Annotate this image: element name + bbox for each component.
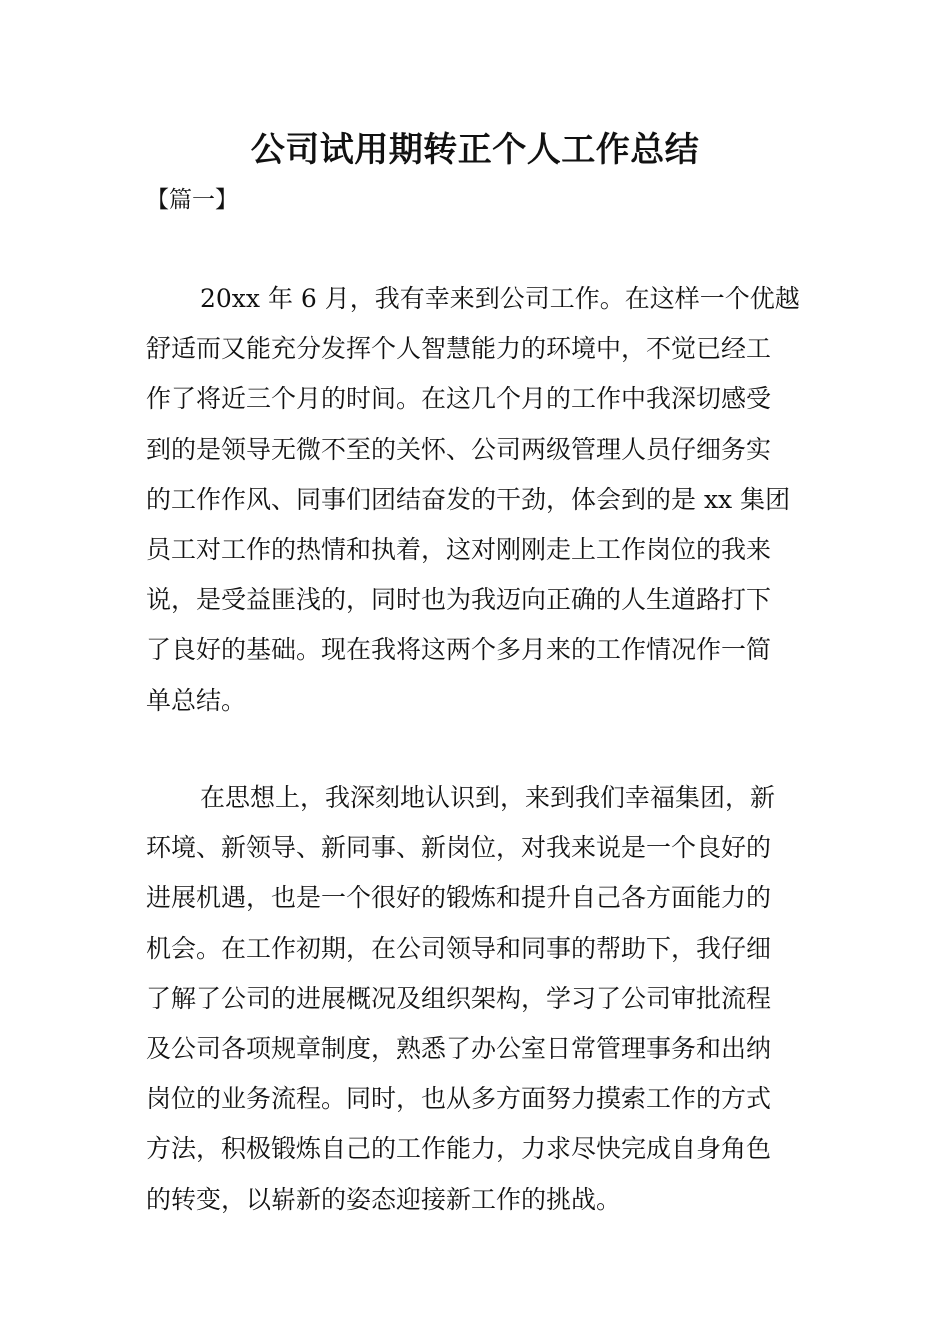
paragraph-2 (146, 773, 806, 1225)
paragraph-line: 舒适而又能充分发挥个人智慧能力的环境中，不觉已经工 (146, 334, 772, 364)
paragraph-1 (146, 274, 806, 726)
paragraph-line: 在思想上，我深刻地认识到，来到我们幸福集团，新 (200, 783, 776, 812)
paragraph-line: 单总结。 (146, 685, 247, 715)
paragraph-line: 环境、新领导、新同事、新岗位，对我来说是一个良好的 (146, 833, 772, 863)
paragraph-line: 及公司各项规章制度，熟悉了办公室日常管理事务和出纳 (146, 1033, 772, 1063)
paragraph-line: 了良好的基础。现在我将这两个多月来的工作情况作一简 (146, 635, 772, 665)
paragraph-line: 作了将近三个月的时间。在这几个月的工作中我深切感受 (146, 384, 772, 414)
paragraph-line: 20xx 年 6 月，我有幸来到公司工作。在这样一个优越 (200, 284, 800, 313)
paragraph-line: 了解了公司的进展概况及组织架构，学习了公司审批流程 (146, 983, 772, 1013)
paragraph-line: 机会。在工作初期，在公司领导和同事的帮助下，我仔细 (146, 933, 772, 963)
document-title: 公司试用期转正个人工作总结 (250, 130, 700, 170)
paragraph-line: 进展机遇，也是一个很好的锻炼和提升自己各方面能力的 (146, 883, 772, 913)
paragraph-line: 方法，积极锻炼自己的工作能力，力求尽快完成自身角色 (146, 1134, 772, 1164)
paragraph-line: 岗位的业务流程。同时，也从多方面努力摸索工作的方式 (146, 1084, 772, 1114)
paragraph-line: 说，是受益匪浅的，同时也为我迈向正确的人生道路打下 (146, 585, 772, 615)
section-label: 【篇一】 (146, 187, 238, 213)
paragraph-line: 到的是领导无微不至的关怀、公司两级管理人员仔细务实 (146, 434, 772, 464)
paragraph-line: 员工对工作的热情和执着，这对刚刚走上工作岗位的我来 (146, 534, 772, 564)
paragraph-line: 的转变，以崭新的姿态迎接新工作的挑战。 (146, 1184, 622, 1214)
paragraph-line: 的工作作风、同事们团结奋发的干劲，体会到的是 xx 集团 (146, 484, 791, 514)
